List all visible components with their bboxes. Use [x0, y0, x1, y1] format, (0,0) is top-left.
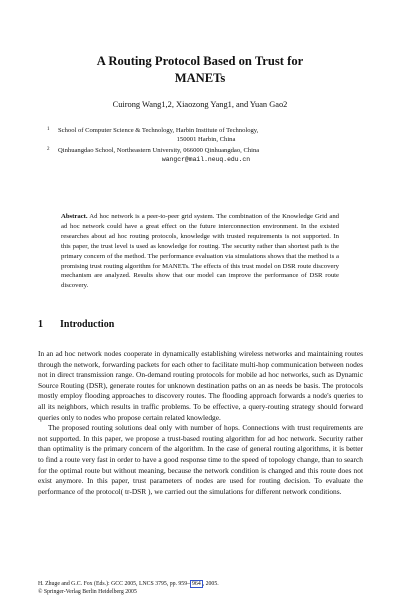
affiliation-1-number: 1 [47, 127, 50, 132]
title-line-1: A Routing Protocol Based on Trust for [96, 54, 304, 68]
section-heading [38, 319, 114, 330]
authors: Cuirong Wang1,2, Xiaozong Yang1, and Yuan Gao2 [112, 100, 288, 109]
footer-copyright: © Springer-Verlag Berlin Heidelberg 2005 [38, 589, 137, 595]
abstract [61, 212, 339, 291]
footer-citation [38, 580, 363, 588]
paragraph-2: The proposed routing solutions deal only with number of hops. Connections with trust requirements are not supported. In this paper, we propose a trust-based routing algorithm for ad hoc network. Security rather than optimality is the primary concern of the algorithm. In the case of general routing algorithms, it is better to find a route very fast in order to have a good response time to the speed of topology change, than to search for the optimal route but without meaning, because the network condition is changed and this route does not exist anymore. In this paper, trust parameters of nodes are used for routing decision. To evaluate the performance of the protocol( tr-DSR ), we carried out the simulations for different network conditions. [38, 423, 363, 496]
section-body [38, 349, 363, 497]
affiliation-1 [47, 126, 354, 144]
footer [38, 580, 363, 596]
title-line-2: MANETs [174, 71, 226, 85]
footer-page-link[interactable]: 964 [192, 581, 201, 587]
affiliation-2-number: 2 [47, 147, 50, 152]
footer-year: , 2005. [202, 581, 219, 587]
affiliation-2 [47, 146, 354, 164]
abstract-text: Ad hoc network is a peer-to-peer grid system. The combination of the Knowledge Grid and ad hoc network could have a great effect on the future interconnection environment. In the existed researches about ad hoc routing protocols, knowledge with trusted requirements is not supported. In this paper, the trust level is used as knowledge for routing. The security rather than shortest path is the primary concern of the method. The performance evaluation via simulations shows that the method is a promising trust routing algorithm for MANETs. The effects of this trust model on DSR route discovery mechanism are analyzed. Results show that our model can improve the performance of DSR route discovery. [61, 213, 340, 290]
affiliation-2-line-1: Qinhuangdao School, Northeastern University, 066000 Qinhuangdao, China [58, 147, 260, 154]
section-number: 1 [38, 319, 43, 330]
affiliation-2-email: wangcr@mail.neuq.edu.cn [161, 156, 251, 163]
affiliation-1-line-2: 150001 Harbin, China [176, 136, 236, 143]
abstract-label: Abstract. [61, 213, 88, 220]
affiliation-1-line-1: School of Computer Science & Technology, Harbin Institute of Technology, [58, 127, 259, 134]
footer-citation-text: H. Zhuge and G.C. Fox (Eds.): GCC 2005, LNCS 3795, pp. 959– [38, 581, 191, 587]
paragraph-1: In an ad hoc network nodes cooperate in dynamically establishing wireless networks and maintaining routes through the network, forwarding packets for each other to facilitate multi-hop communication between nodes not in direct transmission range. On-demand routing protocols for mobile ad hoc networks, such as Dynamic Source Routing (DSR), generate routes for unknown destination paths on an as needs be basis. The protocols mostly employ flooding approaches to discovery routes. The flooding approach forwards a node's queries to all its neighbors, which results in traffic problems. To be effective, a query-routing strategy should forward queries only to nodes who propose certain related knowledge. [38, 349, 363, 422]
section-title: Introduction [60, 319, 115, 330]
paper-title [40, 53, 360, 87]
